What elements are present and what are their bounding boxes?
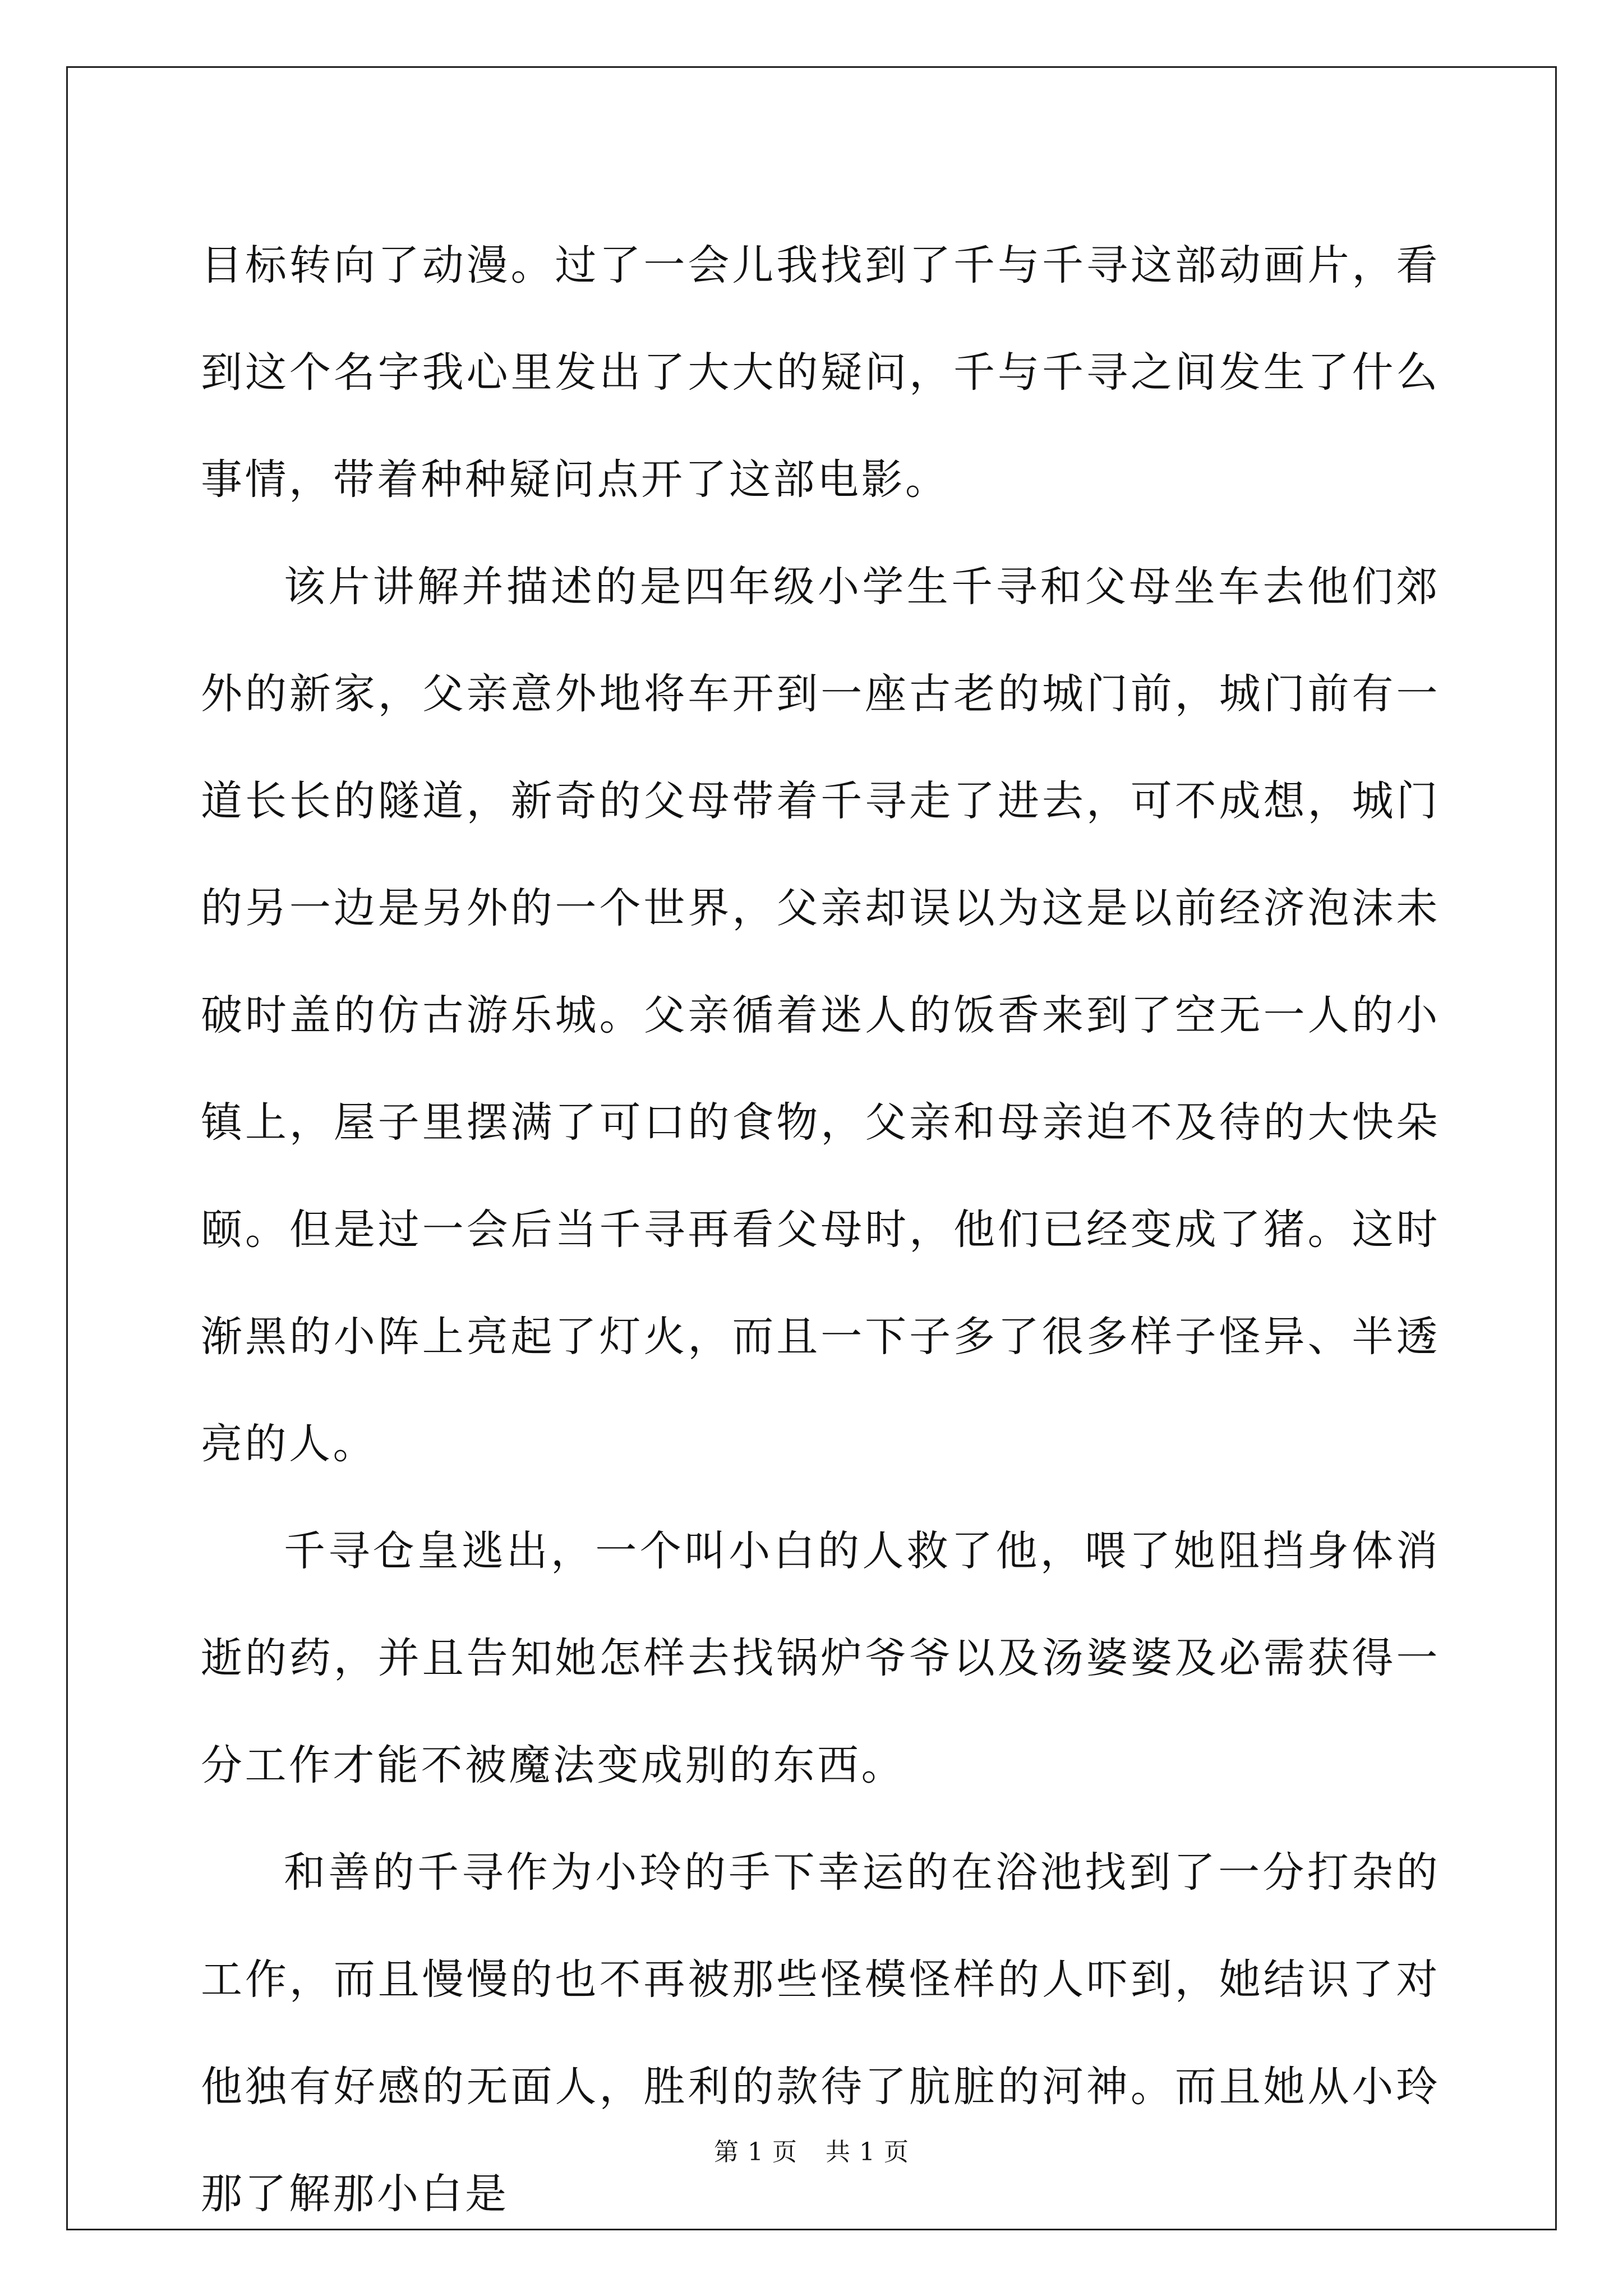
page-footer bbox=[0, 2136, 1623, 2169]
paragraph-3: 千寻仓皇逃出，一个叫小白的人救了他，喂了她阻挡身体消逝的药，并且告知她怎样去找锅炉爷爷以及汤婆婆及必需获得一分工作才能不被魔法变成别的东西。 bbox=[201, 1527, 1440, 1789]
page-total: 共 1 页 bbox=[826, 2138, 909, 2166]
paragraph-4: 和善的千寻作为小玲的手下幸运的在浴池找到了一分打杂的工作，而且慢慢的也不再被那些怪模怪样的人吓到，她结识了对他独有好感的无面人，胜利的款待了肮脏的河神。而且她从小玲那了解那小白是 bbox=[201, 1848, 1440, 2218]
paragraph-1: 目标转向了动漫。过了一会儿我找到了千与千寻这部动画片，看到这个名字我心里发出了大大的疑问，千与千寻之间发生了什么事情，带着种种疑问点开了这部电影。 bbox=[201, 241, 1440, 504]
paragraph-2: 该片讲解并描述的是四年级小学生千寻和父母坐车去他们郊外的新家，父亲意外地将车开到一座古老的城门前，城门前有一道长长的隧道，新奇的父母带着千寻走了进去，可不成想，城门的另一边是另外的一个世界，父亲却误以为这是以前经济泡沫未破时盖的仿古游乐城。父亲循着迷人的饭香来到了空无一人的小镇上，屋子里摆满了可口的食物，父亲和母亲迫不及待的大快朵颐。但是过一会后当千寻再看父母时，他们已经变成了猪。这时渐黑的小阵上亮起了灯火，而且一下子多了很多样子怪异、半透亮的人。 bbox=[201, 563, 1440, 1468]
page-number: 第 1 页 bbox=[714, 2138, 797, 2166]
document-body bbox=[201, 212, 1440, 2248]
